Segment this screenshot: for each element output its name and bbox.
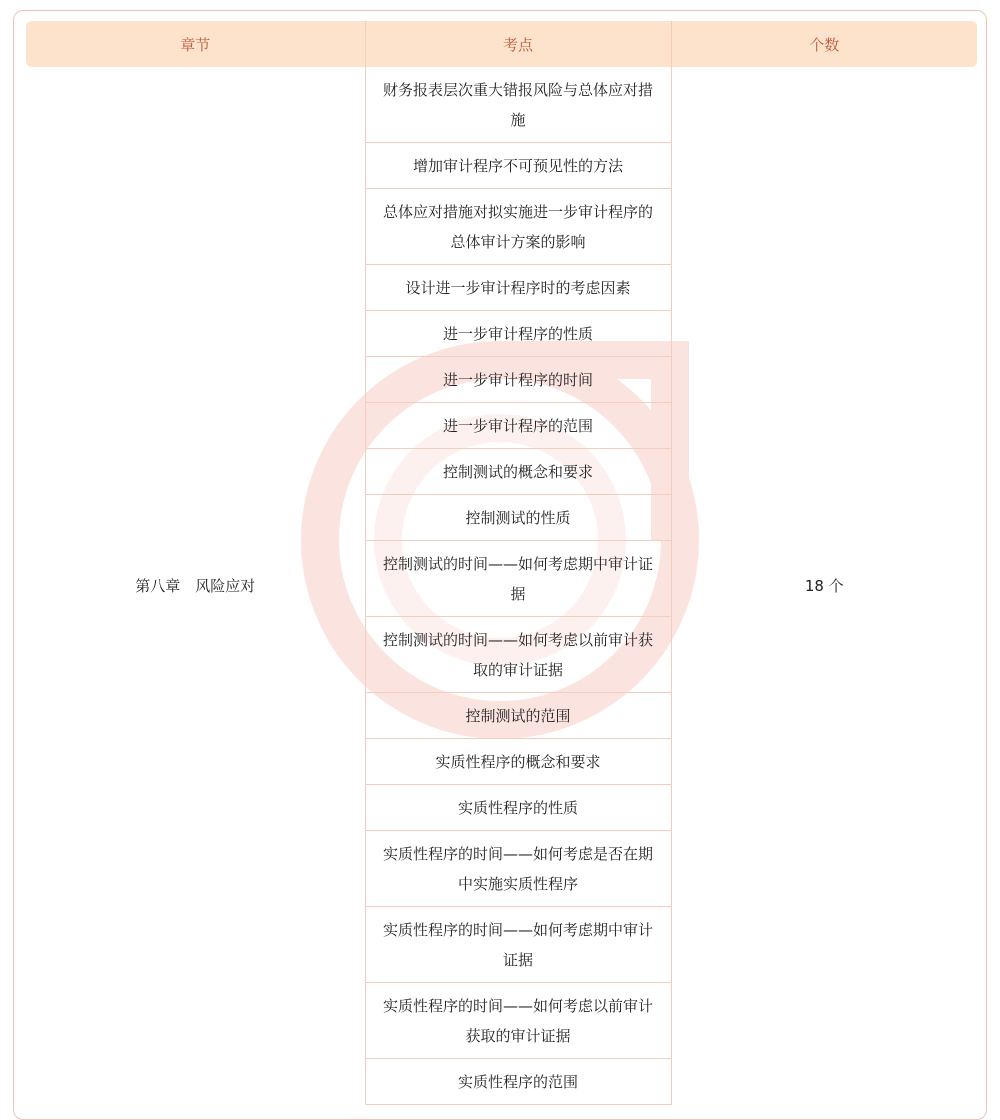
exam-point-cell: 控制测试的时间——如何考虑以前审计获取的审计证据 [365, 617, 671, 693]
exam-point-cell: 控制测试的概念和要求 [365, 449, 671, 495]
exam-point-cell: 进一步审计程序的时间 [365, 357, 671, 403]
exam-point-cell: 实质性程序的时间——如何考虑期中审计证据 [365, 907, 671, 983]
header-exam-point: 考点 [365, 21, 671, 67]
exam-point-cell: 总体应对措施对拟实施进一步审计程序的总体审计方案的影响 [365, 189, 671, 265]
exam-point-cell: 进一步审计程序的性质 [365, 311, 671, 357]
exam-point-cell: 控制测试的时间——如何考虑期中审计证据 [365, 541, 671, 617]
exam-point-cell: 设计进一步审计程序时的考虑因素 [365, 265, 671, 311]
exam-point-cell: 实质性程序的概念和要求 [365, 739, 671, 785]
count-cell: 18 个 [804, 576, 844, 595]
header-count: 个数 [671, 21, 977, 67]
exam-point-cell: 实质性程序的时间——如何考虑以前审计获取的审计证据 [365, 983, 671, 1059]
table-header-row [26, 21, 977, 67]
exam-point-cell: 进一步审计程序的范围 [365, 403, 671, 449]
exam-point-cell: 财务报表层次重大错报风险与总体应对措施 [365, 67, 671, 143]
chapter-cell: 第八章 风险应对 [135, 576, 256, 595]
exam-point-cell: 控制测试的范围 [365, 693, 671, 739]
exam-point-cell: 增加审计程序不可预见性的方法 [365, 143, 671, 189]
exam-point-cell: 实质性程序的范围 [365, 1059, 671, 1105]
table-row [26, 67, 977, 143]
exam-point-cell: 实质性程序的时间——如何考虑是否在期中实施实质性程序 [365, 831, 671, 907]
exam-points-table [26, 21, 977, 1105]
exam-point-cell: 实质性程序的性质 [365, 785, 671, 831]
header-chapter: 章节 [26, 21, 365, 67]
exam-point-cell: 控制测试的性质 [365, 495, 671, 541]
